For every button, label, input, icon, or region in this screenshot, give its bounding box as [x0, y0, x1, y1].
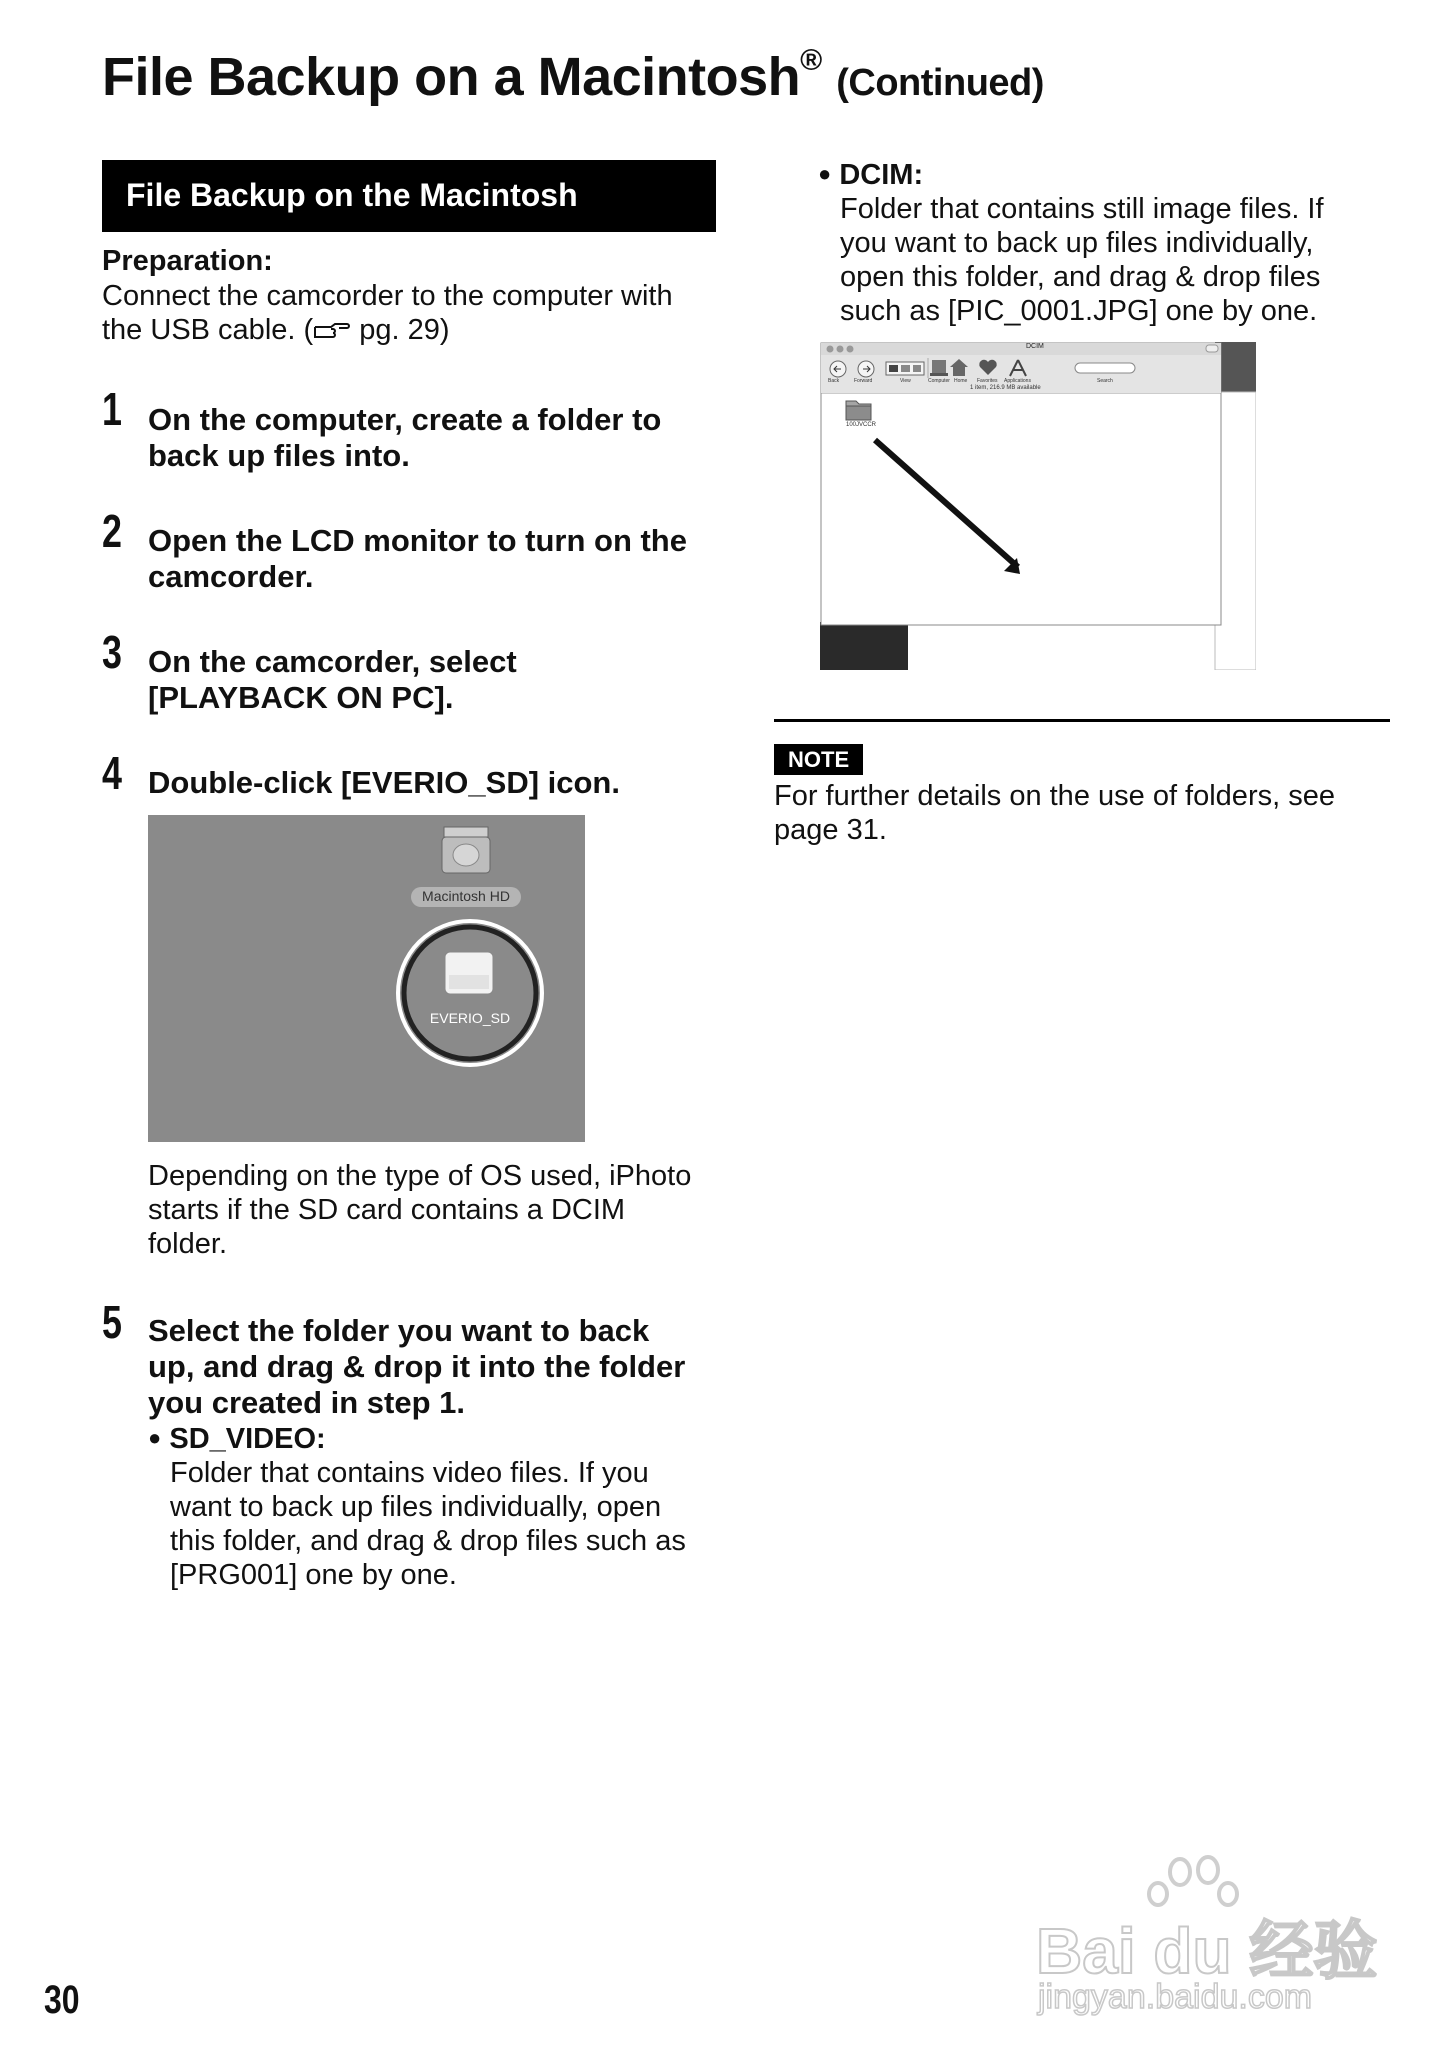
step-text: Open the LCD monitor to turn on the camcorder. [148, 523, 687, 594]
toolbar-computer-label[interactable]: Computer [928, 378, 950, 384]
back-icon [830, 361, 846, 377]
watermark-url: jingyan.baidu.com [1038, 1978, 1313, 2016]
folder-label[interactable]: 100JVCCR [846, 422, 877, 428]
registered-mark: ® [800, 44, 822, 77]
page-title: File Backup on a Macintosh® (Continued) [102, 44, 1044, 107]
folder-icon [846, 401, 871, 420]
title-suffix: (Continued) [836, 62, 1044, 104]
step-text: Select the folder you want to back up, and drag & drop it into the folder you created in step 1. [148, 1313, 686, 1420]
toolbar-forward-label[interactable]: Forward [854, 378, 873, 384]
sd-card-icon [445, 952, 493, 994]
computer-icon [930, 360, 948, 376]
hard-drive-icon [442, 827, 490, 873]
divider [774, 719, 1390, 722]
pointing-hand-icon [313, 321, 351, 341]
macintosh-hd-label[interactable]: Macintosh HD [422, 888, 510, 904]
watermark-brand: Bai du 经验 [1036, 1915, 1378, 1987]
bullet-icon: ● [818, 161, 832, 186]
view-icon [886, 362, 924, 375]
desktop-screenshot [148, 815, 585, 1142]
preparation-text: Connect the camcorder to the computer with the USB cable. ( pg. 29) [102, 280, 673, 346]
step-number: 4 [102, 747, 122, 799]
toolbar-applications-label[interactable]: Applications [1004, 378, 1031, 384]
paw-icon [1149, 1857, 1237, 1905]
step-number: 1 [102, 383, 122, 435]
everio-sd-label[interactable]: EVERIO_SD [429, 1010, 511, 1026]
preparation-label: Preparation: [102, 245, 273, 277]
status-bar: 1 item, 216.9 MB available [970, 385, 1041, 391]
note-text: For further details on the use of folders, see page 31. [774, 780, 1335, 846]
step-number: 2 [102, 505, 122, 557]
step4-note: Depending on the type of OS used, iPhoto starts if the SD card contains a DCIM folder. [148, 1160, 692, 1260]
step-text: On the computer, create a folder to back up files into. [148, 402, 662, 473]
window-title: DCIM [1026, 343, 1044, 350]
sd-video-item: ● SD_VIDEO: Folder that contains video files. If you want to back up files individually, open this folder, and drag & drop files such as [PRG001] one by one. [148, 1423, 686, 1591]
search-field-icon [1075, 363, 1135, 373]
section-heading: File Backup on the Macintosh [102, 160, 716, 232]
page-number: 30 [44, 1978, 80, 2022]
bullet-icon: ● [148, 1425, 162, 1450]
finder-screenshot [820, 342, 1256, 670]
toolbar-search-label[interactable]: Search [1097, 378, 1113, 384]
note-label: NOTE [774, 744, 863, 775]
toolbar-back-label[interactable]: Back [828, 378, 840, 384]
step-number: 3 [102, 626, 122, 678]
toolbar-view-label[interactable]: View [900, 378, 911, 384]
toolbar-favorites-label[interactable]: Favorites [977, 378, 998, 384]
step-number: 5 [102, 1296, 122, 1348]
step-text: Double-click [EVERIO_SD] icon. [148, 765, 620, 800]
forward-icon [858, 361, 874, 377]
dcim-item: ● DCIM: Folder that contains still image files. If you want to back up files individually, open this folder, and drag & drop files such as [PIC_0001.JPG] one by one. [818, 159, 1324, 327]
baidu-watermark [1030, 1850, 1378, 2025]
toolbar-home-label[interactable]: Home [954, 378, 968, 384]
step-text: On the camcorder, select [PLAYBACK ON PC]. [148, 644, 517, 715]
